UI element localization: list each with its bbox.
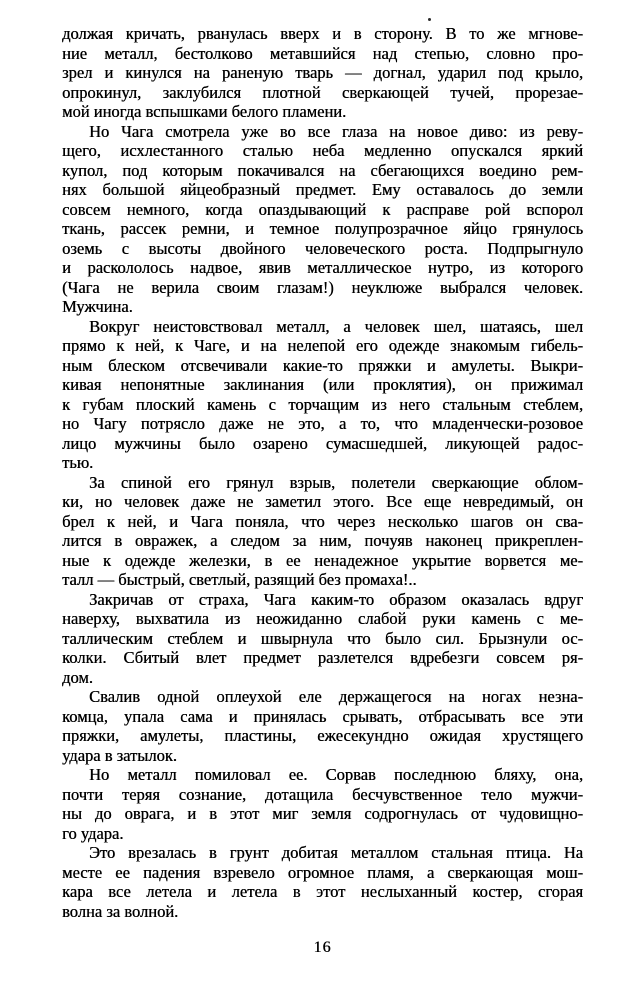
text-line: дом. — [62, 667, 93, 687]
text-line: зрел и кинулся на раненую тварь — догнал, ударил под крыло, — [62, 63, 583, 82]
text-line: нях большой яйцеобразный предмет. Ему оставалось до земли — [62, 180, 583, 199]
text-line: Это врезалась в грунт добитая металлом стальная птица. На — [89, 843, 583, 862]
text-line: но Чагу потрясло даже не это, а то, что младенчески-розовое — [62, 414, 583, 433]
text-line: месте ее падения взревело огромное пламя, а сверкающая мош- — [62, 862, 583, 882]
text-line: За спиной его грянул взрыв, полетели сверкающие облом- — [89, 472, 583, 492]
text-line: го удара. — [62, 823, 124, 843]
text-line: ны до оврага, и в этот миг земля содрогнулась от чудовищно- — [62, 804, 583, 823]
scan-speck — [428, 18, 431, 21]
text-line: ные к одежде железки, в ее ненадежное укрытие ворвется ме- — [62, 550, 583, 570]
text-line: к губам плоский камень с торчащим из него стальным стеблем, — [62, 394, 583, 414]
text-line: и раскололось надвое, явив металлическое нутро, из которого — [62, 258, 583, 277]
text-line: Вокруг неистовствовал металл, а человек шел, шатаясь, шел — [89, 316, 583, 336]
text-line: Но Чага смотрела уже во все глаза на новое диво: из реву- — [89, 121, 583, 141]
text-line: пряжки, амулеты, пластины, ежесекундно ожидая хрустящего — [62, 726, 583, 745]
text-block — [62, 24, 583, 958]
text-line: комца, упала сама и принялась срывать, отбрасывать все эти — [62, 706, 583, 726]
text-line: совсем немного, когда опаздывающий к расправе рой вспорол — [62, 199, 583, 219]
text-line: мой иногда вспышками белого пламени. — [62, 102, 347, 121]
text-line: лится в овражек, а следом за ним, почуяв наконец прикреплен- — [62, 531, 583, 550]
text-line: опрокинул, заклубился плотной сверкающей тучей, прорезае- — [62, 82, 583, 102]
text-line: прямо к ней, к Чаге, и на нелепой его одежде знакомым гибель- — [62, 336, 583, 355]
text-line: наверху, выхватила из неожиданно слабой руки камень с ме- — [62, 609, 583, 628]
text-line: ткань, рассек ремни, и темное полупрозрачное яйцо грянулось — [62, 219, 583, 238]
text-line: кивая непонятные заклинания (или проклятия), он прижимал — [62, 375, 583, 394]
text-line: (Чага не верила своим глазам!) неуклюже выбрался человек. — [62, 277, 583, 297]
text-line: должая кричать, рванулась вверх и в сторону. В то же мгнове- — [62, 24, 583, 43]
text-line: ние металл, бестолково метавшийся над степью, словно про- — [62, 43, 583, 63]
text-line: ки, но человек даже не заметил этого. Все еще невредимый, он — [62, 492, 583, 511]
text-line: щего, исхлестанного сталью неба медленно опускался яркий — [62, 141, 583, 160]
text-line: удара в затылок. — [62, 745, 177, 765]
text-line: колки. Сбитый влет предмет разлетелся вдребезги совсем ря- — [62, 648, 583, 667]
text-line: лицо мужчины было озарено сумасшедшей, ликующей радос- — [62, 433, 583, 453]
text-line: талл — быстрый, светлый, разящий без промаха!.. — [62, 570, 417, 589]
text-line: почти теряя сознание, дотащила бесчувственное тело мужчи- — [62, 784, 583, 804]
text-line: ным блеском отсвечивали какие-то пряжки и амулеты. Выкри- — [62, 355, 583, 375]
text-line: волна за волной. — [62, 901, 179, 921]
text-line: тью. — [62, 453, 94, 472]
text-line: таллическим стеблем и швырнула что было сил. Брызнули ос- — [62, 628, 583, 648]
text-line: оземь с высоты двойного человеческого роста. Подпрыгнуло — [62, 238, 583, 258]
text-line: Закричав от страха, Чага каким-то образом оказалась вдруг — [89, 589, 583, 609]
text-line: Мужчина. — [62, 297, 133, 316]
text-line: брел к ней, и Чага поняла, что через несколько шагов он сва- — [62, 511, 583, 531]
text-line: Но металл помиловал ее. Сорвав последнюю бляху, она, — [89, 765, 583, 784]
text-line: кара все летела и летела в этот неслыханный костер, сгорая — [62, 882, 583, 901]
text-line: Свалив одной оплеухой еле держащегося на ногах незна- — [89, 687, 583, 706]
text-line: купол, под которым покачивался на сбегающихся воедино рем- — [62, 160, 583, 180]
page-number: 16 — [313, 939, 332, 956]
